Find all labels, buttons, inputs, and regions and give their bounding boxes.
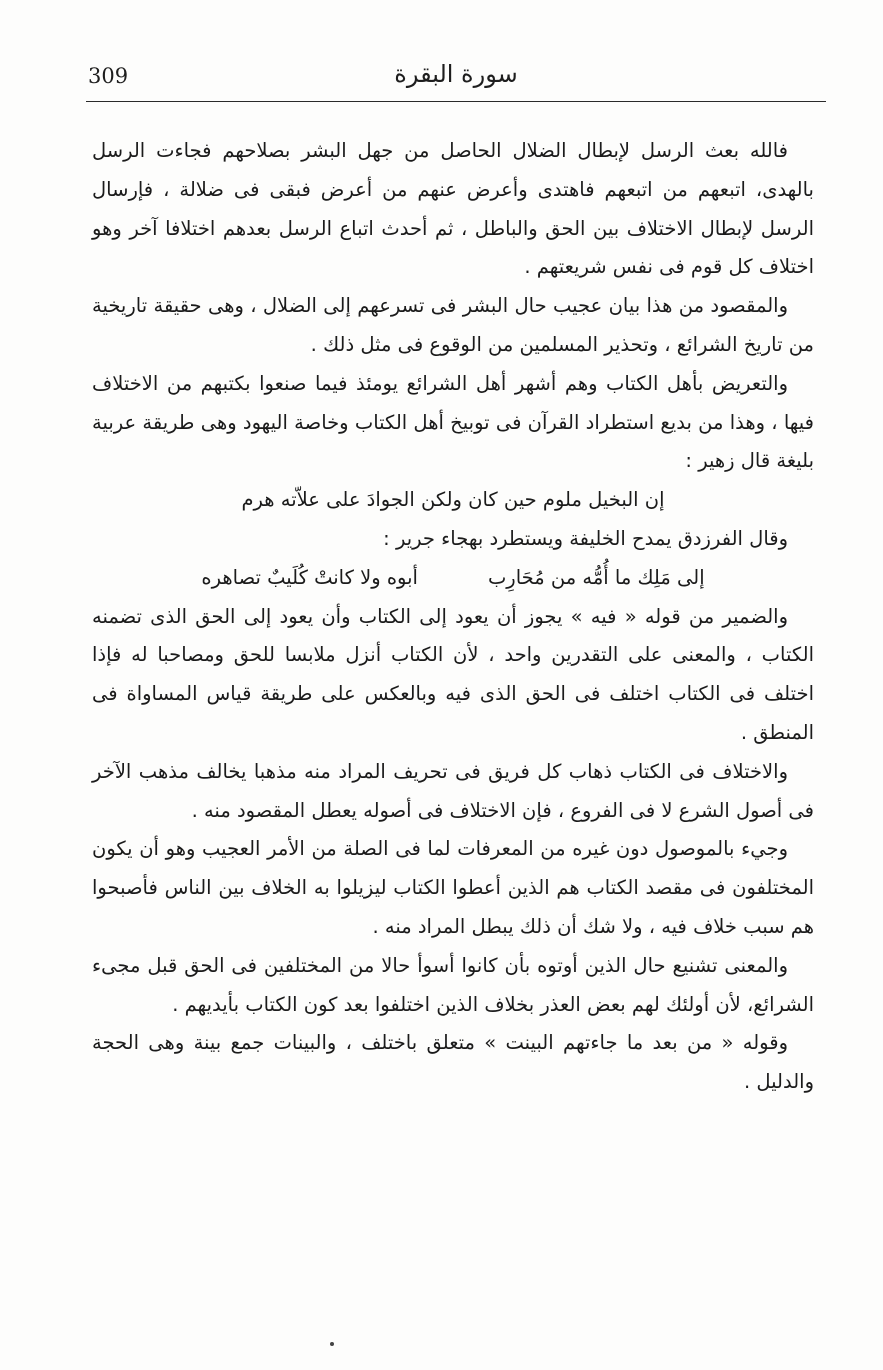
paragraph: والمقصود من هذا بيان عجيب حال البشر فى تسرعهم إلى الضلال ، وهى حقيقة تاريخية من تاريخ الشرائع ، وتحذير المسلمين من الوقوع فى مثل ذلك . xyxy=(92,294,814,356)
verse-first-hemistich: إلى مَلِك ما أُمُّه من مُحَارِب xyxy=(487,565,705,589)
paragraph: وقال الفرزدق يمدح الخليفة ويستطرد بهجاء جرير : xyxy=(383,526,788,550)
paragraph: والتعريض بأهل الكتاب وهم أشهر أهل الشرائع يومئذ فيما صنعوا بكتبهم من الاختلاف فيها ، وهذا من بديع استطراد القرآن فى توبيخ أهل الكتاب وخاصة اليهود وهى طريقة عربية بليغة قال زهير : xyxy=(92,371,814,473)
paragraph: وقوله « من بعد ما جاءتهم البينت » متعلق باختلف ، والبينات جمع بينة وهى الحجة والدليل . xyxy=(92,1031,814,1094)
scan-speck xyxy=(330,1342,334,1346)
poetry-verse: إن البخيل ملوم حين كان ولكن الجوادَ على علاّته هرم xyxy=(241,488,665,512)
surah-title: سورة البقرة xyxy=(394,60,518,88)
header-rule xyxy=(86,101,826,102)
paragraph: والاختلاف فى الكتاب ذهاب كل فريق فى تحريف المراد منه مذهبا يخالف مذهب الآخر فى أصول الشرع لا فى الفروع ، فإن الاختلاف فى أصوله يعطل المقصود منه . xyxy=(92,759,814,822)
body-text xyxy=(92,132,814,1102)
paragraph: والضمير من قوله « فيه » يجوز أن يعود إلى الكتاب وأن يعود إلى الحق الذى تضمنه الكتاب ، والمعنى على التقدرين واحد ، لأن الكتاب أنزل ملابسا للحق ومصاحبا له فإذا اختلف فى الكتاب اختلف فى الحق الذى فيه وبالعكس على طريقة قياس المساواة فى المنطق . xyxy=(92,604,814,744)
page-header xyxy=(86,60,826,104)
poetry-verse-two-hemistichs xyxy=(92,559,814,598)
paragraph: وجيء بالموصول دون غيره من المعرفات لما فى الصلة من الأمر العجيب وهو أن يكون المختلفون فى مقصد الكتاب هم الذين أعطوا الكتاب ليزيلوا به الخلاف بين الناس فأصبحوا هم سبب خلاف فيه ، ولا شك أن ذلك يبطل المراد منه . xyxy=(92,837,814,938)
verse-second-hemistich: أبوه ولا كانتْ كُلَيبٌ تصاهره xyxy=(201,565,418,589)
paragraph: فالله بعث الرسل لإبطال الضلال الحاصل من جهل البشر بصلاحهم فجاءت الرسل بالهدى، اتبعهم من اتبعهم فاهتدى وأعرض عنهم من أعرض فبقى فى ضلالة ، فإرسال الرسل لإبطال الاختلاف بين الحق والباطل ، ثم أحدث اتباع الرسل بعدهم اختلافا آخر وهو اختلاف كل قوم فى نفس شريعتهم . xyxy=(92,139,814,279)
paragraph: والمعنى تشنيع حال الذين أوتوه بأن كانوا أسوأ حالا من المختلفين فى الحق قبل مجىء الشرائع، لأن أولئك لهم بعض العذر بخلاف الذين اختلفوا بعد كون الكتاب بأيديهم . xyxy=(92,953,814,1016)
page-number: 309 xyxy=(88,64,129,88)
